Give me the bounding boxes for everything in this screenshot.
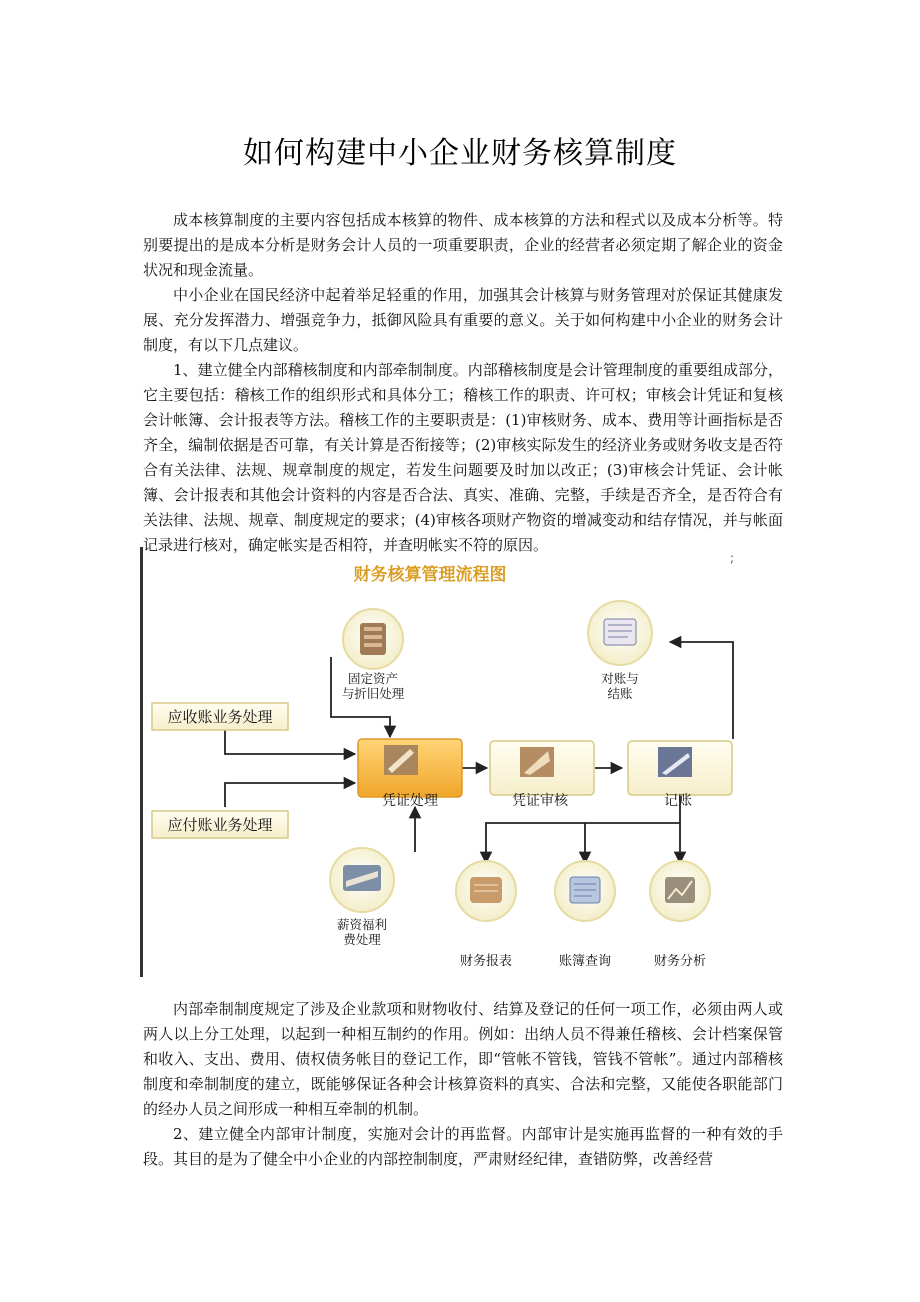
node-reconcile bbox=[588, 601, 652, 701]
node-report bbox=[456, 861, 516, 969]
node-payable bbox=[152, 811, 288, 838]
text-block-top bbox=[143, 208, 783, 558]
payable-label: 应付账业务处理 bbox=[167, 816, 273, 834]
node-fixed-assets bbox=[342, 609, 405, 701]
receivable-label: 应收账业务处理 bbox=[167, 708, 273, 726]
analysis-icon bbox=[665, 877, 695, 903]
ledger-query-label: 账簿查询 bbox=[558, 954, 612, 969]
figure-corner-mark: ; bbox=[730, 551, 735, 565]
flowchart-title: 财务核算管理流程图 bbox=[353, 565, 507, 585]
report-label: 财务报表 bbox=[459, 954, 513, 969]
node-voucher-review bbox=[490, 741, 594, 809]
voucher-process-label: 凭证处理 bbox=[382, 793, 438, 809]
arrow-payable-to-voucher bbox=[225, 783, 355, 807]
flowchart-figure bbox=[140, 547, 740, 977]
voucher-review-label: 凭证审核 bbox=[512, 793, 568, 809]
flowchart-svg bbox=[140, 547, 740, 977]
fixed-assets-label: 固定资产与折旧处理 bbox=[341, 671, 405, 701]
paragraph: 内部牵制制度规定了涉及企业款项和财物收付、结算及登记的任何一项工作，必须由两人或两人以上分工处理，以起到一种相互制约的作用。例如：出纳人员不得兼任稽核、会计档案保管和收入、支出、费用、债权债务帐目的登记工作，即“管帐不管钱，管钱不管帐”。通过内部稽核制度和牵制制度的建立，既能够保证各种会计核算资料的真实、合法和完整，又能使各职能部门的经办人员之间形成一种相互牵制的机制。 bbox=[143, 1000, 783, 1118]
paragraph: 1、建立健全内部稽核制度和内部牵制制度。内部稽核制度是会计管理制度的重要组成部分，它主要包括：稽核工作的组织形式和具体分工；稽核工作的职责、许可权；审核会计凭证和复核会计帐簿、会计报表等方法。稽核工作的主要职责是：(1)审核财务、成本、费用等计画指标是否齐全，编制依据是否可靠，有关计算是否衔接等；(2)审核实际发生的经济业务或财务收支是否符合有关法律、法规、规章制度的规定，若发生问题要及时加以改正；(3)审核会计凭证、会计帐簿、会计报表和其他会计资料的内容是否合法、真实、准确、完整，手续是否齐全，是否符合有关法律、法规、规章、制度规定的要求；(4)审核各项财产物资的增减变动和结存情况，并与帐面记录进行核对，确定帐实是否相符，并查明帐实不符的原因。 bbox=[143, 361, 783, 554]
node-analysis bbox=[650, 861, 710, 969]
payroll-label: 薪资福利费处理 bbox=[336, 917, 388, 947]
arrow-bookkeeping-to-reconcile bbox=[670, 642, 733, 739]
node-receivable bbox=[152, 703, 288, 730]
bookkeeping-label: 记账 bbox=[664, 793, 692, 809]
document-title: 如何构建中小企业财务核算制度 bbox=[243, 136, 677, 171]
node-ledger-query bbox=[555, 861, 615, 969]
reconcile-icon bbox=[604, 619, 636, 645]
paragraph: 中小企业在国民经济中起着举足轻重的作用，加强其会计核算与财务管理对於保证其健康发展、充分发挥潜力、增强竞争力，抵御风险具有重要的意义。关于如何构建中小企业的财务会计制度，有以下几点建议。 bbox=[143, 286, 783, 354]
reconcile-label: 对账与结账 bbox=[601, 671, 639, 701]
paragraph: 2、建立健全内部审计制度，实施对会计的再监督。内部审计是实施再监督的一种有效的手段。其目的是为了健全中小企业的内部控制制度，严肃财经纪律，查错防弊，改善经营 bbox=[143, 1125, 783, 1168]
paragraph: 成本核算制度的主要内容包括成本核算的物件、成本核算的方法和程式以及成本分析等。特别要提出的是成本分析是财务会计人员的一项重要职责，企业的经营者必须定期了解企业的资金状况和现金流量。 bbox=[143, 211, 783, 279]
node-bookkeeping bbox=[628, 741, 732, 809]
arrow-receivable-to-voucher bbox=[225, 727, 355, 754]
analysis-label: 财务分析 bbox=[653, 954, 707, 969]
node-payroll bbox=[330, 848, 394, 947]
text-block-bottom bbox=[143, 997, 783, 1172]
node-voucher-process bbox=[358, 739, 462, 809]
report-icon bbox=[470, 877, 502, 903]
